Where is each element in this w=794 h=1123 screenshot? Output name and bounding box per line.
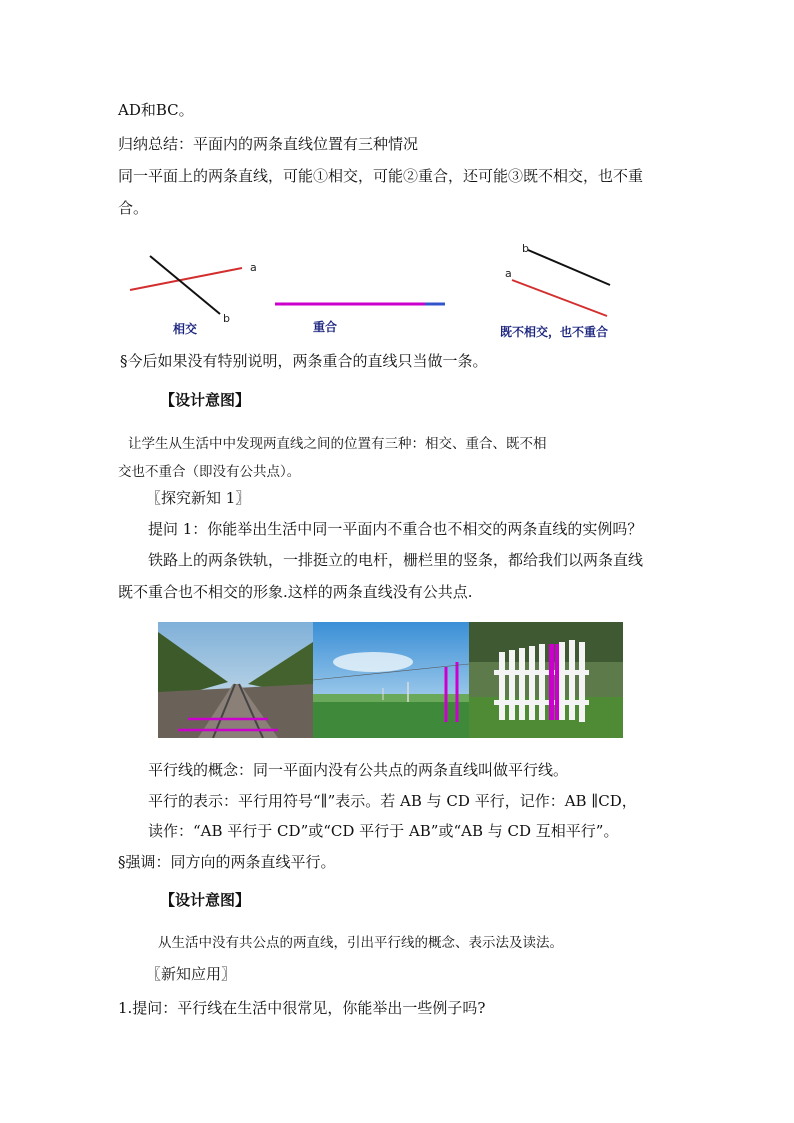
notation-line: 平行的表示：平行用符号“∥”表示。若 AB 与 CD 平行，记作：AB ∥CD， (148, 792, 637, 810)
point-label-a: a (505, 267, 512, 280)
point-label-a: a (250, 261, 257, 274)
railway-photo (158, 622, 313, 738)
label-intersect: 相交 (173, 322, 198, 336)
design-intent-text: 从生活中没有共公点的两直线，引出平行线的概念、表示法及读法。 (158, 935, 563, 951)
explore-heading: 〖探究新知 1〗 (146, 489, 251, 507)
question-1: 提问 1：你能举出生活中同一平面内不重合也不相交的两条直线的实例吗？ (148, 520, 643, 538)
telegraph-poles-photo (313, 622, 469, 738)
answer-line: 铁路上的两条铁轨，一排挺立的电杆，栅栏里的竖条，都给我们以两条直线 (148, 551, 644, 569)
line-b-parallel (528, 250, 610, 285)
label-coincide: 重合 (313, 320, 338, 334)
answer-line: 既不重合也不相交的形象.这样的两条直线没有公共点. (118, 583, 473, 601)
design-intent-text: 交也不重合（即没有公共点）。 (118, 464, 301, 480)
design-intent-heading: 【设计意图】 (160, 391, 251, 409)
design-intent-heading: 【设计意图】 (160, 891, 251, 909)
note-line: §强调：同方向的两条直线平行。 (118, 853, 336, 871)
design-intent-text: 让学生从生活中中发现两直线之间的位置有三种：相交、重合、既不相 (128, 436, 547, 452)
point-label-b: b (522, 242, 529, 255)
application-heading: 〖新知应用〗 (146, 965, 237, 983)
definition-line: 平行线的概念：同一平面内没有公共点的两条直线叫做平行线。 (148, 761, 569, 779)
question-2: 1.提问：平行线在生活中很常见，你能举出一些例子吗? (118, 999, 486, 1017)
reading-line: 读作：“AB 平行于 CD”或“CD 平行于 AB”或“AB 与 CD 互相平行”。 (148, 822, 619, 840)
point-label-b: b (223, 312, 230, 325)
note-line: §今后如果没有特别说明，两条重合的直线只当做一条。 (120, 352, 488, 370)
line-a-parallel (512, 280, 607, 316)
fence-photo (469, 622, 623, 738)
text-line: 合。 (118, 199, 149, 217)
label-parallel: 既不相交，也不重合 (500, 325, 609, 339)
summary-heading: 归纳总结：平面内的两条直线位置有三种情况 (118, 135, 419, 153)
text-line: AD和BC。 (118, 101, 194, 119)
text-line: 同一平面上的两条直线，可能①相交，可能②重合，还可能③既不相交，也不重 (118, 167, 644, 185)
